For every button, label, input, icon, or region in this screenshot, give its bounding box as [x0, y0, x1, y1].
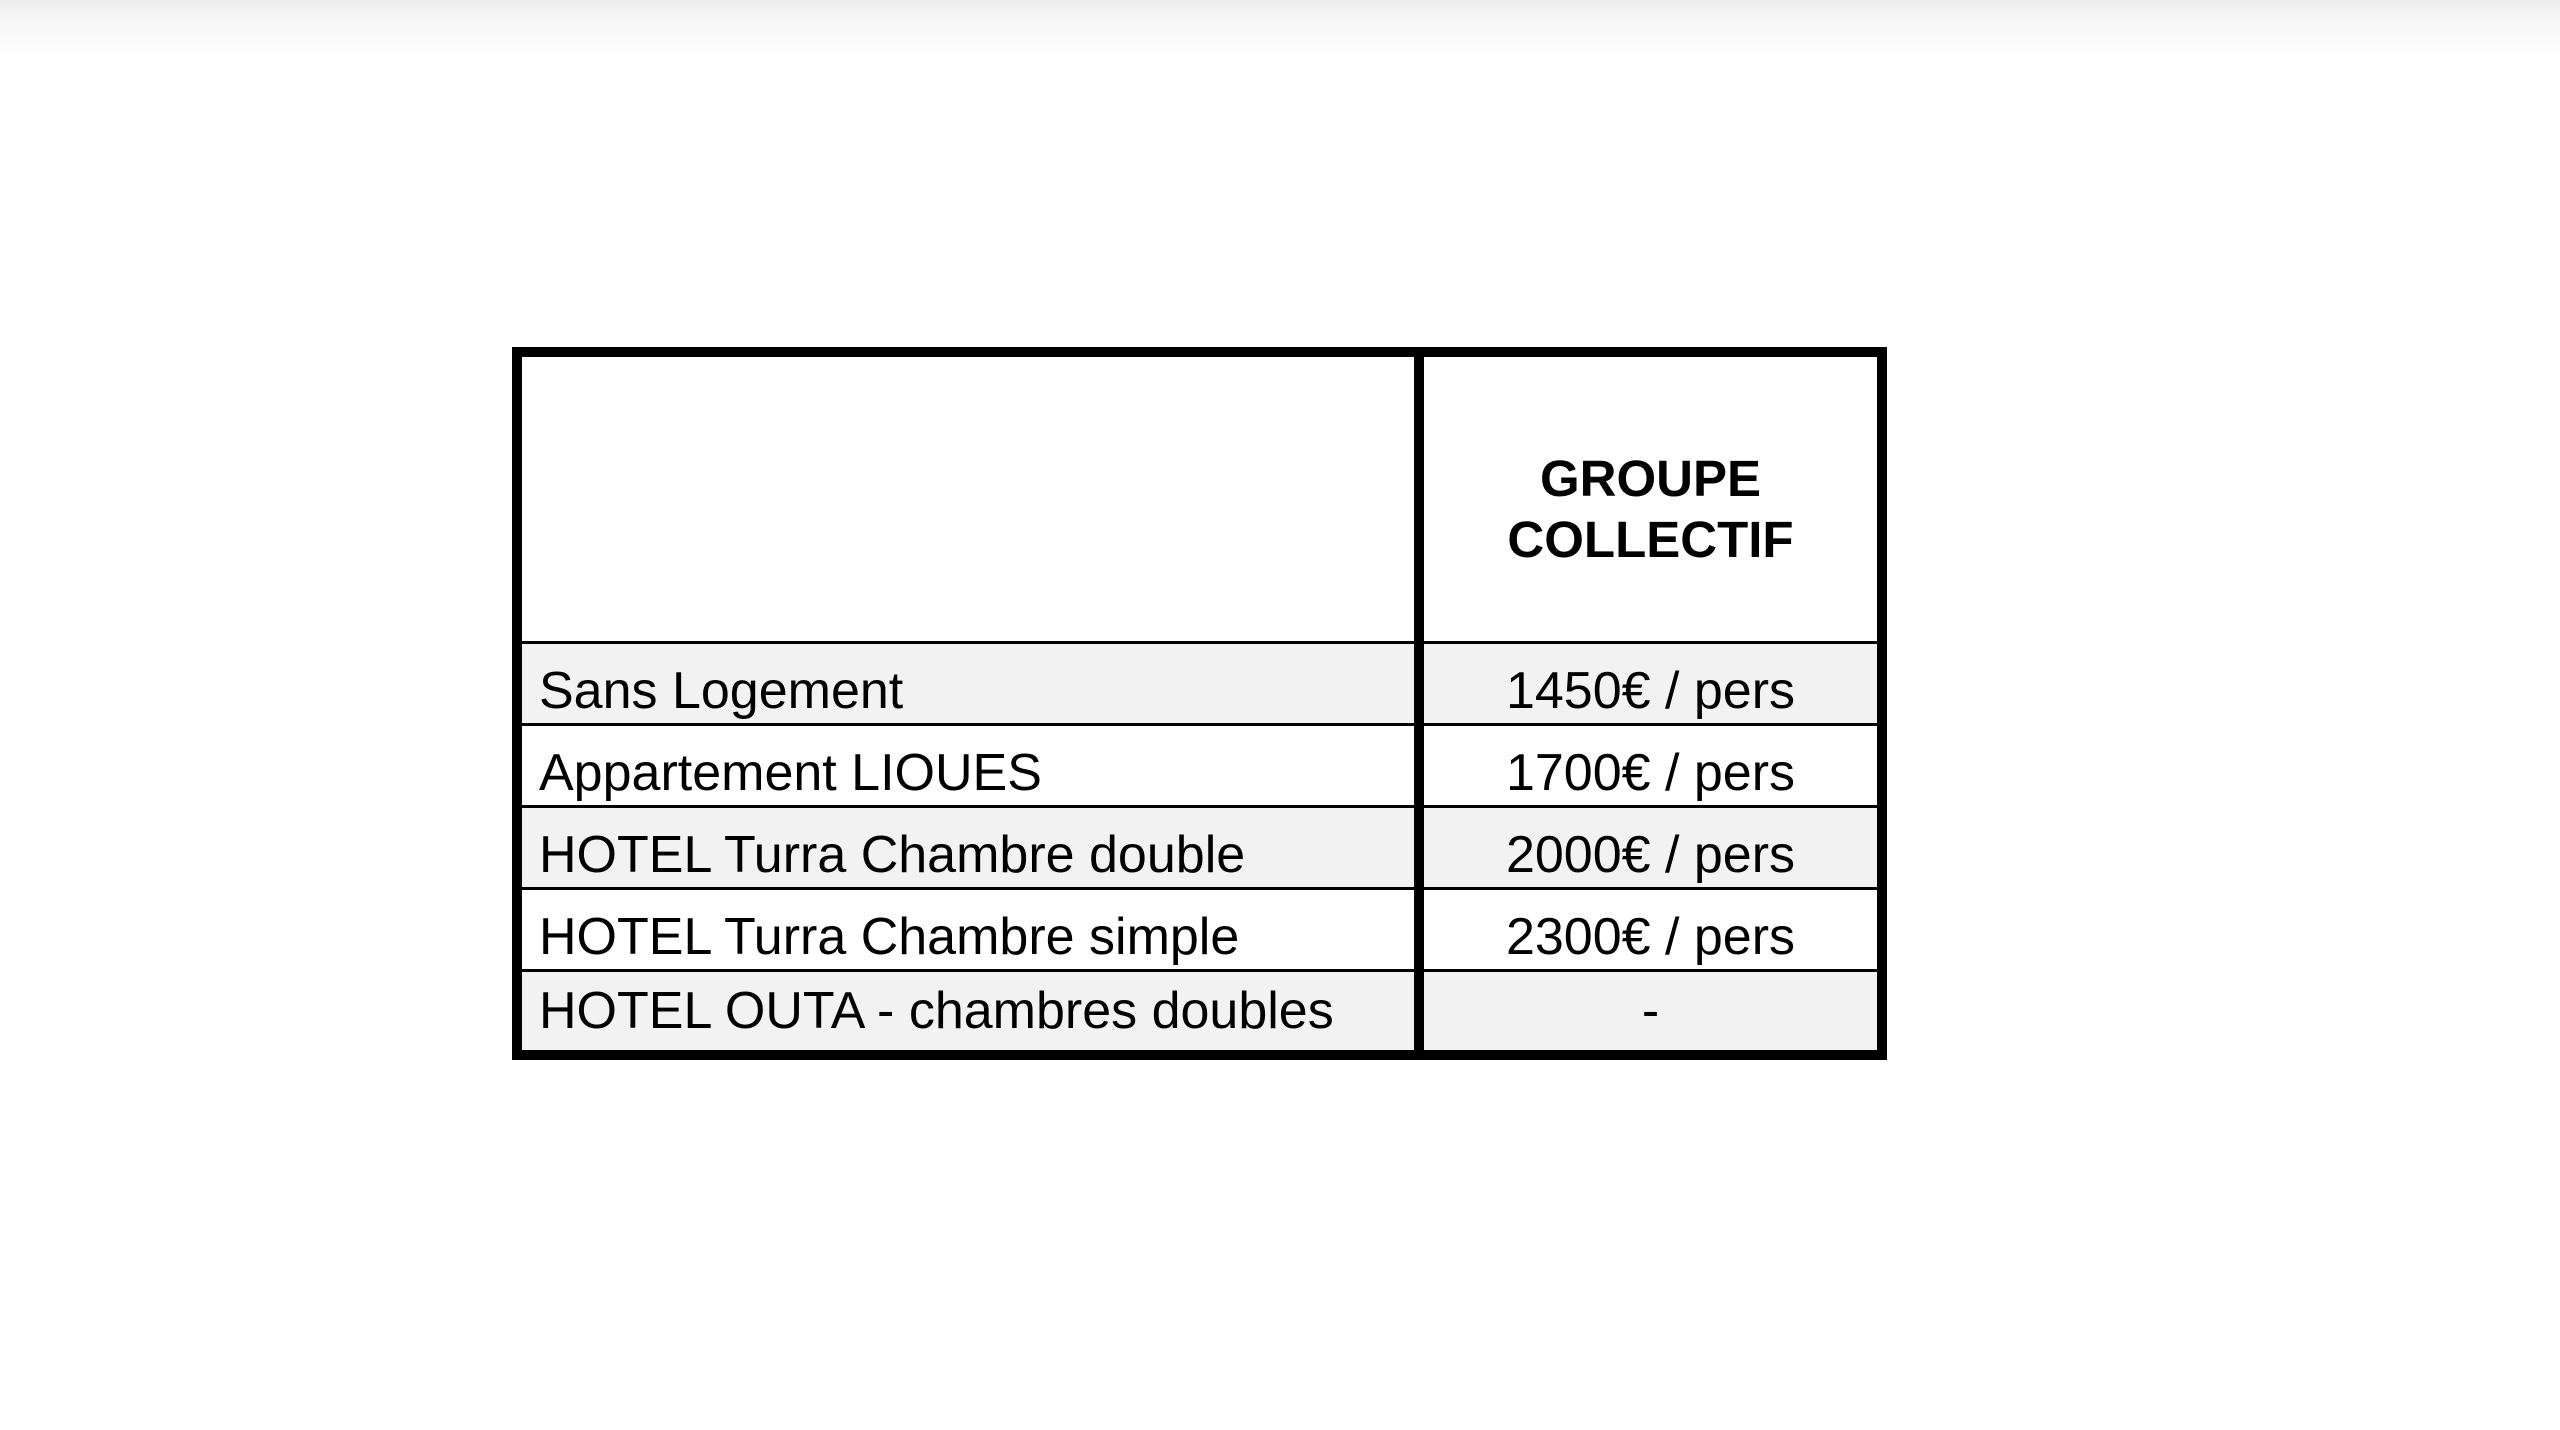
table-row: [522, 724, 1877, 806]
row-price: 2300€ / pers: [1505, 907, 1796, 966]
row-price: 2000€ / pers: [1505, 825, 1796, 884]
row-label-cell: [522, 806, 1419, 888]
row-label: HOTEL Turra Chambre double: [539, 825, 1246, 884]
row-label-cell: [522, 642, 1419, 724]
pricing-table-grid: [522, 357, 1877, 1050]
table-row: [522, 806, 1877, 888]
row-label: Appartement LIOUES: [539, 743, 1042, 802]
column-header-groupe-collectif: [1424, 428, 1877, 570]
header-label-cell: [522, 357, 1419, 642]
table-header-row: [522, 357, 1877, 642]
table-row: [522, 888, 1877, 970]
row-label-cell: [522, 888, 1419, 970]
row-price: 1450€ / pers: [1505, 661, 1796, 720]
row-price: -: [1641, 981, 1660, 1040]
header-price-cell: [1419, 357, 1877, 642]
header-line-1: GROUPE: [1539, 449, 1762, 507]
row-price-cell: [1419, 888, 1877, 970]
pricing-table: [512, 347, 1887, 1060]
top-shadow: [0, 0, 2560, 60]
row-price-cell: [1419, 806, 1877, 888]
row-label: HOTEL OUTA - chambres doubles: [539, 981, 1334, 1040]
row-price-cell: [1419, 642, 1877, 724]
table-row: [522, 970, 1877, 1050]
table-row: [522, 642, 1877, 724]
row-price-cell: [1419, 970, 1877, 1050]
row-label-cell: [522, 970, 1419, 1050]
header-line-2: COLLECTIF: [1507, 510, 1794, 568]
row-price: 1700€ / pers: [1505, 743, 1796, 802]
row-price-cell: [1419, 724, 1877, 806]
row-label-cell: [522, 724, 1419, 806]
row-label: Sans Logement: [539, 661, 904, 720]
row-label: HOTEL Turra Chambre simple: [539, 907, 1240, 966]
